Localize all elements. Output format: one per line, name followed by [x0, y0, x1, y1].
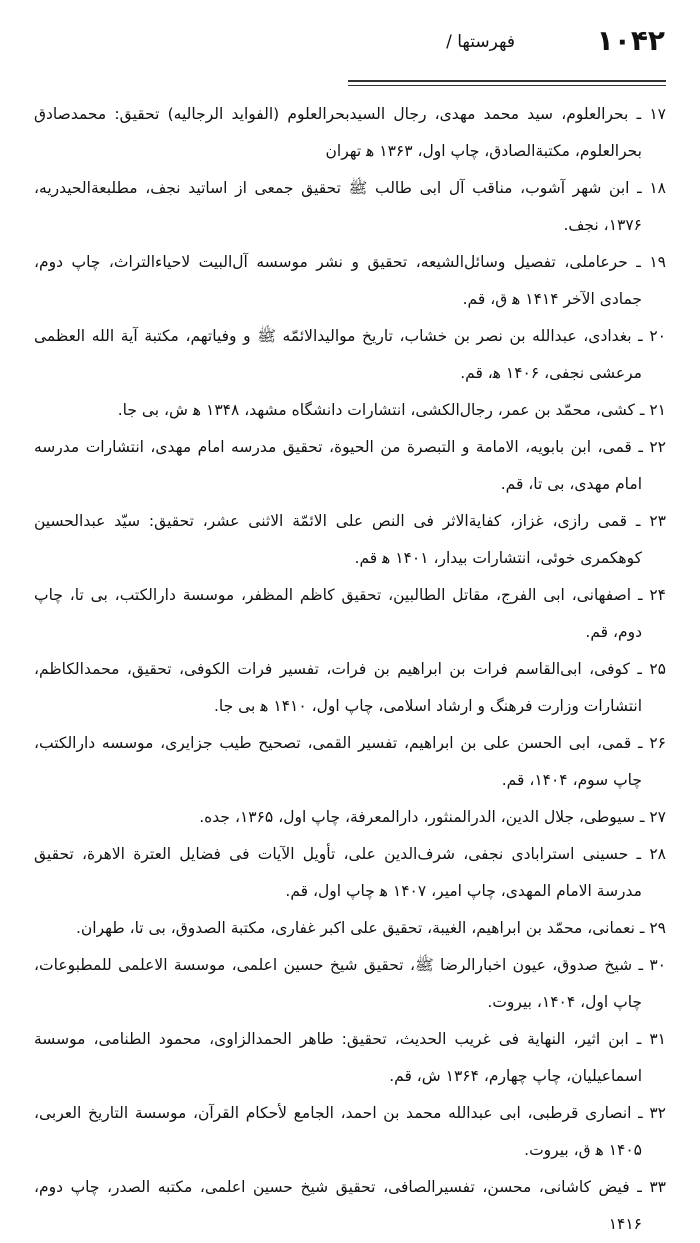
bibliography-entry: ۲۴ ـ اصفهانی، ابی الفرج، مقاتل الطالبین، تحقیق کاظم المظفر، موسسة دارالکتب، بی تا، چاپ دوم، قم. — [34, 586, 666, 641]
bibliography-entry: ۲۱ ـ کشی، محمّد بن عمر، رجال‌الکشی، انتشارات دانشگاه مشهد، ۱۳۴۸ ﻫ ش، بی جا. — [117, 401, 666, 419]
bibliography-entry: ۲۹ ـ نعمانی، محمّد بن ابراهیم، الغیبة، تحقیق علی اکبر غفاری، مکتبة الصدوق، بی تا، طهران. — [76, 919, 666, 937]
bibliography-entry: ۲۶ ـ قمی، ابی الحسن علی بن ابراهیم، تفسیر القمی، تصحیح طیب جزایری، موسسه دارالکتب، چاپ سوم، ۱۴۰۴، قم. — [34, 734, 666, 789]
bibliography-entry: ۱۹ ـ حرعاملی، تفصیل وسائل‌الشیعه، تحقیق و نشر موسسه آل‌البیت لاحیاءالتراث، چاپ دوم، جمادی الآخر ۱۴۱۴ ﻫ ق، قم. — [34, 253, 666, 308]
page-header — [345, 22, 665, 62]
bibliography-entry: ۲۲ ـ قمی، ابن بابویه، الامامة و التبصرة من الحیوة، تحقیق مدرسه امام مهدی، انتشارات مدرسه امام مهدی، بی تا، قم. — [34, 438, 666, 493]
bibliography-entry: ۱۷ ـ بحرالعلوم، سید محمد مهدی، رجال السیدبحرالعلوم (الفواید الرجالیه) تحقیق: محمدصادق بحرالعلوم، مکتبة‌الصادق، چاپ اول، ۱۳۶۳ ﻫ تهران — [34, 105, 666, 160]
header-divider — [348, 80, 666, 86]
bibliography-entry: ۲۷ ـ سیوطی، جلال الدین، الدرالمنثور، دارالمعرفة، چاپ اول، ۱۳۶۵، جده. — [199, 808, 666, 826]
bibliography-entry: ۳۳ ـ فیض کاشانی، محسن، تفسیرالصافی، تحقیق شیخ حسین اعلمی، مکتبه الصدر، چاپ دوم، ۱۴۱۶ — [34, 1178, 666, 1233]
bibliography-entry: ۲۸ ـ حسینی استرابادی نجفی، شرف‌الدین علی، تأویل الآیات فی فضایل العترة الاهرة، تحقیق مدرسة الامام المهدی، چاپ امیر، ۱۴۰۷ ﻫ چاپ اول، قم. — [34, 845, 666, 900]
bibliography-entry: ۲۳ ـ قمی رازی، غزاز، کفایة‌الاثر فی النص علی الائمّة الاثنی عشر، تحقیق: سیّد عبدالحسین کوهکمری خوئی، انتشارات بیدار، ۱۴۰۱ ﻫ قم. — [34, 512, 666, 567]
bibliography-entry: ۳۲ ـ انصاری قرطبی، ابی عبدالله محمد بن احمد، الجامع لأحکام القرآن، موسسة التاریخ العربی، ۱۴۰۵ ﻫ ق، بیروت. — [34, 1104, 666, 1159]
running-title: فهرستها / — [446, 32, 515, 52]
page-number: ۱۰۴۲ — [596, 24, 665, 57]
bibliography-entry: ۲۰ ـ بغدادی، عبدالله بن نصر بن خشاب، تاریخ موالیدالائمّه ﷺ و وفیاتهم، مکتبة آیة الله العظمی مرعشی نجفی، ۱۴۰۶ ﻫ، قم. — [34, 327, 666, 382]
bibliography-entry: ۲۵ ـ کوفی، ابی‌القاسم فرات بن ابراهیم بن فرات، تفسیر فرات الکوفی، تحقیق، محمدالکاظم، انتشارات وزارت فرهنگ و ارشاد اسلامی، چاپ اول، ۱۴۱۰ ﻫ بی جا. — [34, 660, 666, 715]
bibliography-entry: ۳۰ ـ شیخ صدوق، عیون اخبارالرضا ﷺ، تحقیق شیخ حسین اعلمی، موسسة الاعلمی للمطبوعات، چاپ اول، ۱۴۰۴، بیروت. — [34, 956, 666, 1011]
bibliography-entry: ۳۱ ـ ابن اثیر، النهایة فی غریب الحدیث، تحقیق: طاهر الحمدالزاوی، محمود الطنامی، موسسة اسماعیلیان، چاپ چهارم، ۱۳۶۴ ش، قم. — [34, 1030, 666, 1085]
bibliography-entry: ۱۸ ـ ابن شهر آشوب، مناقب آل ابی طالب ﷺ تحقیق جمعی از اساتید نجف، مطلبعة‌الحیدریه، ۱۳۷۶، نجف. — [34, 179, 666, 234]
bibliography-list — [34, 96, 666, 1243]
